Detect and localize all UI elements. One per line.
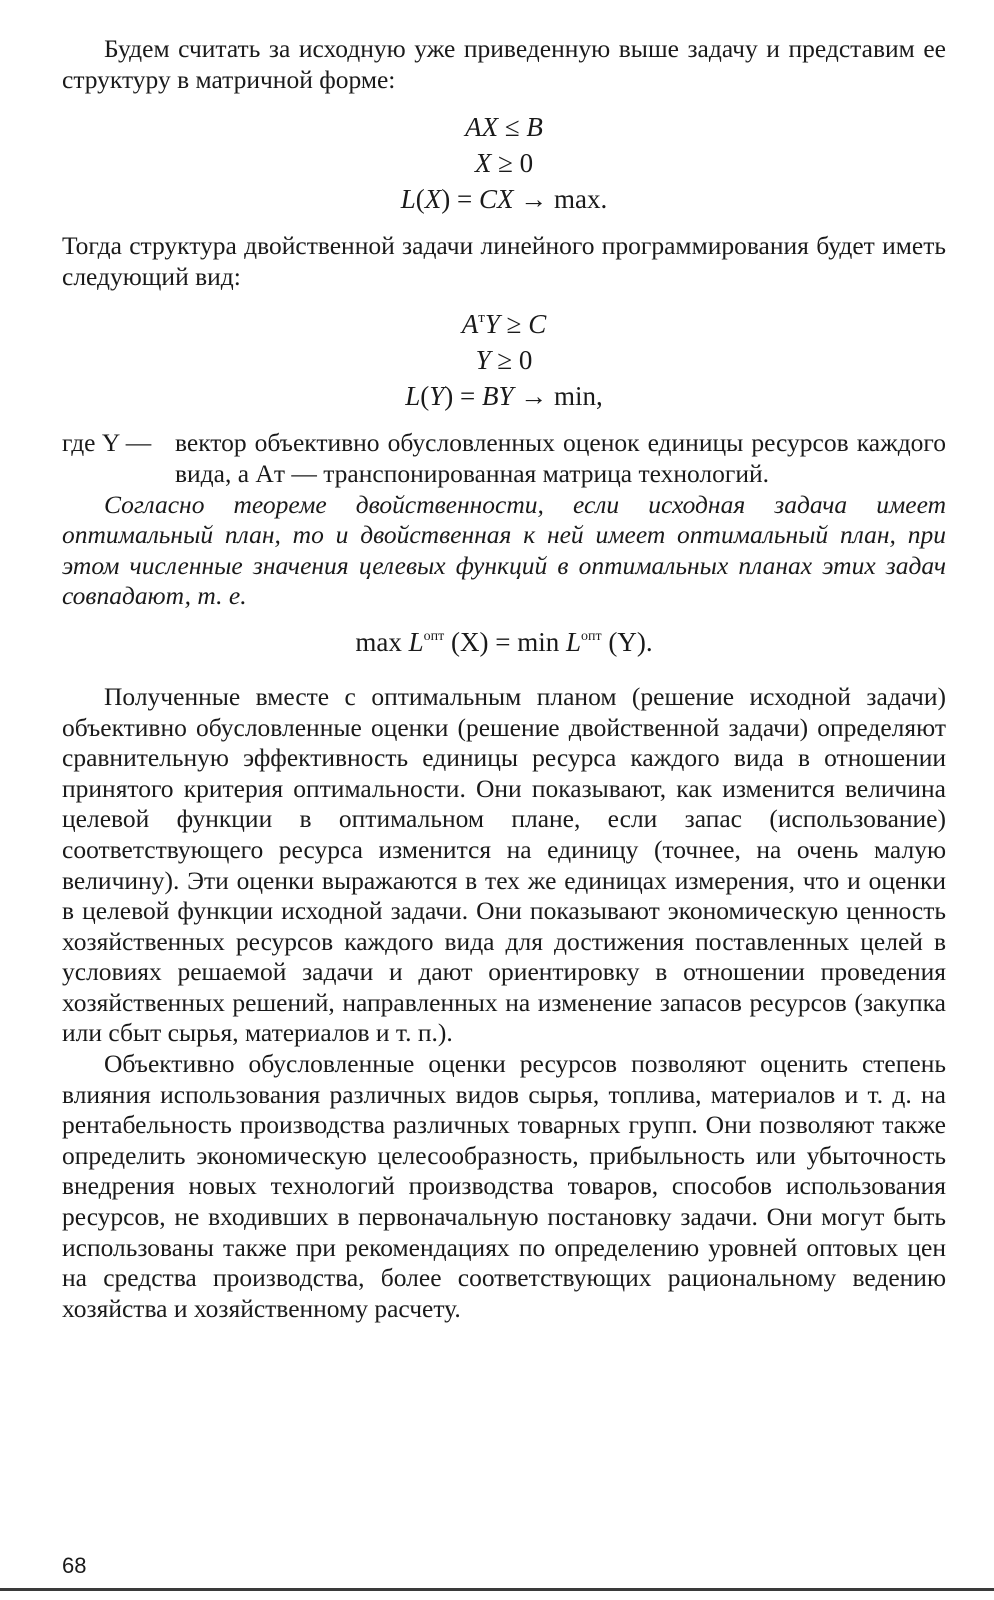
dual-constraint: $A^тY \ge C$ xyxy=(461,309,547,340)
dual-intro-paragraph: Тогда структура двойственной задачи линейного программирования будет иметь следующий вид: xyxy=(62,231,946,291)
page-bottom-edge xyxy=(0,1588,994,1591)
page-content xyxy=(62,34,946,1324)
primal-problem-formula xyxy=(62,109,946,217)
dual-problem-formula xyxy=(62,306,946,414)
intro-paragraph: Будем считать за исходную уже приведенную выше задачу и представим ее структуру в матричной форме: xyxy=(62,34,946,94)
optimal-values-equality: $\max L^{опт}$ $(X) = \min L^{опт}$ (Y). xyxy=(355,626,653,657)
where-lead: где Y — xyxy=(62,428,152,458)
where-definition xyxy=(62,428,946,489)
dual-nonnegativity: Y ≥ 0 xyxy=(475,345,533,376)
primal-nonnegativity: X ≥ 0 xyxy=(474,148,534,179)
estimates-paragraph: Полученные вместе с оптимальным планом (решение исходной задачи) объективно обусловленные оценки (решение двойственной задачи) определяют сравнительную эффективность единицы ресурса каждого вида в отношении принятого критерия оптимальности. Они показывают, как изменится величина целевой функции в оптимальном плане, если запас (использование) соответствующего ресурса изменится на единицу (точнее, на очень малую величину). Эти оценки выражаются в тех же единицах измерения, что и оценки в целевой функции исходной задачи. Они показывают экономическую ценность хозяйственных ресурсов каждого вида для достижения поставленных целей в условиях решаемой задачи и дают ориентировку в отношении проведения хозяйственных решений, направленных на изменение запасов ресурсов (закупка или сбыт сырья, материалов и т. п.). xyxy=(62,681,946,1048)
duality-theorem-paragraph: Согласно теореме двойственности, если исходная задача имеет оптимальный план, то и двойственная к ней имеет оптимальный план, при этом численные значения целевых функций в оптимальных планах этих задач совпадают, т. е. xyxy=(62,489,946,611)
dual-objective: L(Y) = BY → min, xyxy=(405,381,603,412)
where-body: вектор объективно обусловленных оценок единицы ресурсов каждого вида, а Aт — транспонированная матрица технологий. xyxy=(175,428,946,488)
primal-constraint: AX ≤ B xyxy=(465,112,543,143)
page-number: 68 xyxy=(62,1553,87,1578)
primal-objective: L(X) = CX → max. xyxy=(400,184,608,215)
estimates-usage-paragraph: Объективно обусловленные оценки ресурсов позволяют оценить степень влияния использования различных видов сырья, топлива, материалов и т. д. на рентабельность производства различных товарных групп. Они позволяют также определить экономическую целесообразность, прибыльность или убыточность внедрения новых технологий производства товаров, способов использования ресурсов, не входивших в первоначальную постановку задачи. Они могут быть использованы также при рекомендациях по определению уровней оптовых цен на средства производства, более соответствующих рациональному ведению хозяйства и хозяйственному расчету. xyxy=(62,1049,946,1323)
